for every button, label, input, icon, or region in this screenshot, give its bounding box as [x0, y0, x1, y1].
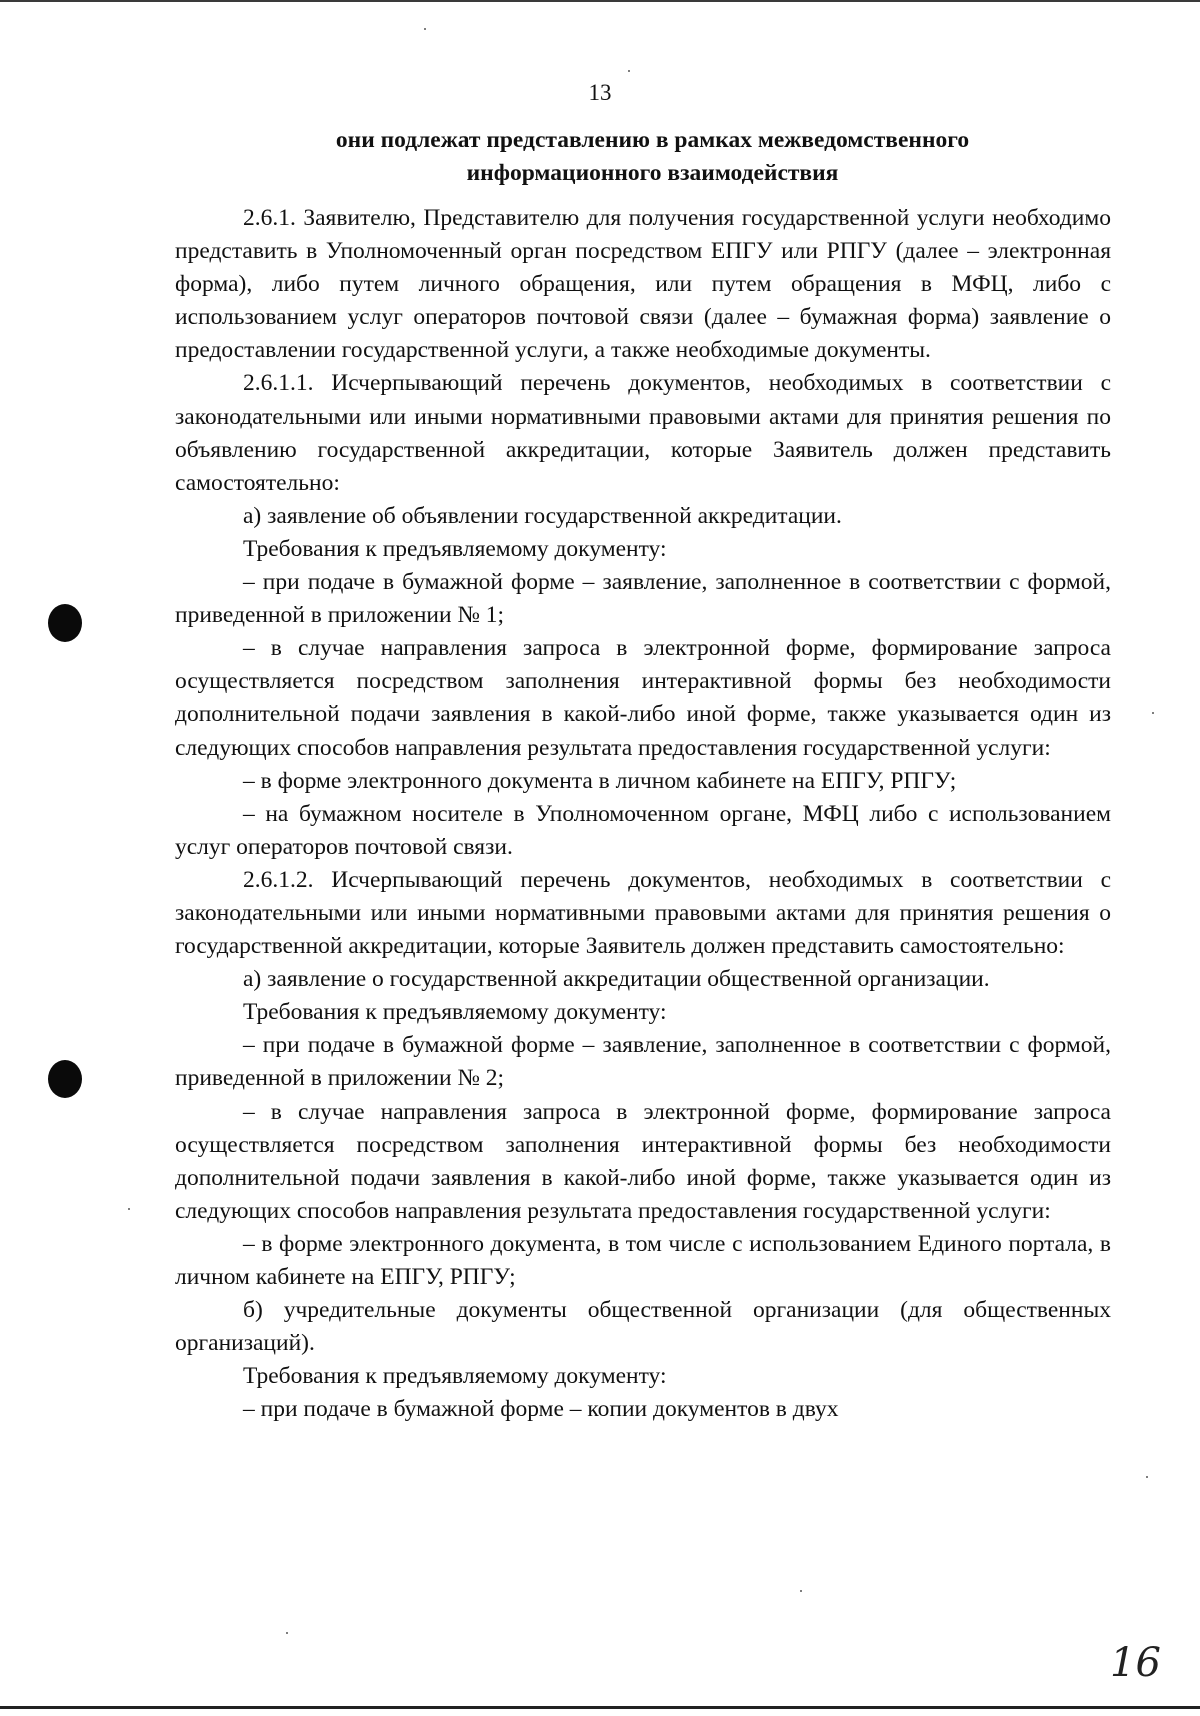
- scan-speck: [800, 1590, 802, 1592]
- scan-speck: [628, 70, 630, 72]
- requirements-label: Требования к предъявляемому документу:: [243, 1363, 667, 1390]
- section-heading: [175, 124, 1130, 190]
- list-item: – в форме электронного документа в личном кабинете на ЕПГУ, РПГУ;: [243, 767, 957, 794]
- section-heading-line: они подлежат представлению в рамках межведомственного: [335, 127, 970, 153]
- handwritten-page-mark: 16: [1110, 1640, 1161, 1686]
- list-item: – при подаче в бумажной форме – копии документов в двух: [243, 1396, 839, 1423]
- paragraph-2-6-1-1: 2.6.1.1. Исчерпывающий перечень документов, необходимых в соответствии с законодательными или иными нормативными правовыми актами для принятия решения по объявлению государственной аккредитации, которые Заявитель должен представить самостоятельно:: [175, 370, 1111, 496]
- list-item: – при подаче в бумажной форме – заявление, заполненное в соответствии с формой, приведенной в приложении № 2;: [175, 1032, 1111, 1092]
- requirements-label: Требования к предъявляемому документу:: [243, 535, 667, 562]
- scan-speck: [1146, 1476, 1148, 1478]
- list-item: – на бумажном носителе в Уполномоченном органе, МФЦ либо с использованием услуг операторов почтовой связи.: [175, 800, 1111, 860]
- list-item: – в случае направления запроса в электронной форме, формирование запроса осуществляется посредством заполнения интерактивной формы без необходимости дополнительной подачи заявления в какой-либо иной форме, также указывается один из следующих способов направления результата предоставления государственной услуги:: [175, 1098, 1111, 1224]
- list-item: б) учредительные документы общественной организации (для общественных организаций).: [175, 1297, 1111, 1357]
- paragraph-2-6-1: 2.6.1. Заявителю, Представителю для получения государственной услуги необходимо представить в Уполномоченный орган посредством ЕПГУ или РПГУ (далее – электронная форма), либо путем личного обращения, или путем обращения в МФЦ, либо с использованием услуг операторов почтовой связи (далее – бумажная форма) заявление о предоставлении государственной услуги, а также необходимые документы.: [175, 205, 1111, 364]
- list-item: а) заявление о государственной аккредитации общественной организации.: [243, 966, 990, 993]
- page-number: 13: [588, 80, 612, 105]
- list-item: а) заявление об объявлении государственной аккредитации.: [243, 502, 842, 529]
- scan-speck: [1152, 712, 1154, 714]
- scan-speck: [286, 1632, 288, 1634]
- requirements-label: Требования к предъявляемому документу:: [243, 999, 667, 1026]
- punch-hole: [48, 1060, 82, 1098]
- document-body: [175, 202, 1111, 1426]
- punch-hole: [48, 604, 82, 642]
- list-item: – в форме электронного документа, в том числе с использованием Единого портала, в личном кабинете на ЕПГУ, РПГУ;: [175, 1230, 1111, 1290]
- section-heading-line: информационного взаимодействия: [466, 160, 839, 186]
- list-item: – в случае направления запроса в электронной форме, формирование запроса осуществляется посредством заполнения интерактивной формы без необходимости дополнительной подачи заявления в какой-либо иной форме, также указывается один из следующих способов направления результата предоставления государственной услуги:: [175, 635, 1111, 761]
- scan-edge-bottom: [0, 1706, 1200, 1709]
- list-item: – при подаче в бумажной форме – заявление, заполненное в соответствии с формой, приведенной в приложении № 1;: [175, 569, 1111, 629]
- scan-edge-top: [0, 0, 1200, 2]
- scan-speck: [424, 28, 426, 30]
- scan-speck: [128, 1208, 130, 1210]
- paragraph-2-6-1-2: 2.6.1.2. Исчерпывающий перечень документов, необходимых в соответствии с законодательными или иными нормативными правовыми актами для принятия решения о государственной аккредитации, которые Заявитель должен представить самостоятельно:: [175, 866, 1111, 960]
